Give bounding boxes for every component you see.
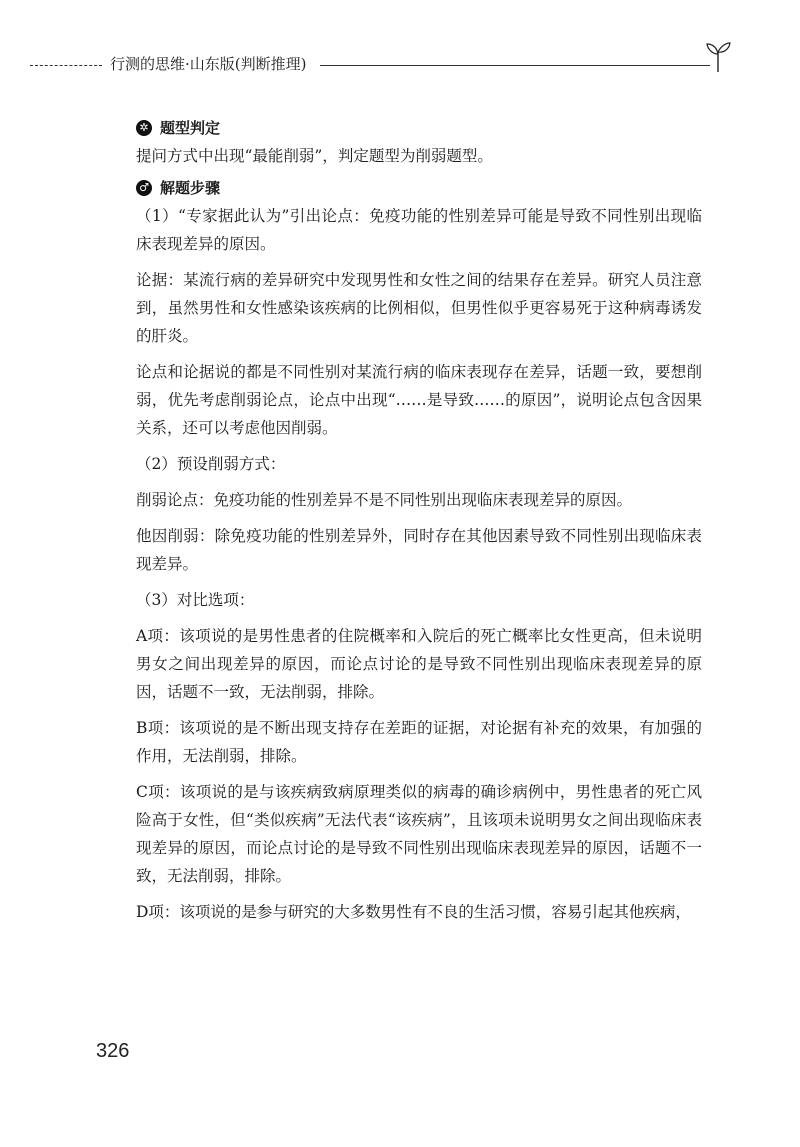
paragraph: 论据：某流行病的差异研究中发现男性和女性之间的结果存在差异。研究人员注意到，虽然男性和女性感染该疾病的比例相似，但男性似乎更容易死于这种病毒诱发的肝炎。 xyxy=(136,271,702,345)
section-heading-steps xyxy=(136,174,702,202)
section-heading-steps-label: 解题步骤 xyxy=(160,179,221,197)
page-number: 326 xyxy=(96,1040,130,1062)
gear-badge-icon: ✲ xyxy=(136,120,152,136)
paragraph: B项：该项说的是不断出现支持存在差距的证据，对论据有补充的效果，有加强的作用，无法削弱，排除。 xyxy=(136,719,702,765)
type-judgement-text: 提问方式中出现“最能削弱”，判定题型为削弱题型。 xyxy=(136,147,493,165)
paragraph: 他因削弱：除免疫功能的性别差异外，同时存在其他因素导致不同性别出现临床表现差异。 xyxy=(136,527,702,573)
paragraph: A项：该项说的是男性患者的住院概率和入院后的死亡概率比女性更高，但未说明男女之间出现差异的原因，而论点讨论的是导致不同性别出现临床表现差异的原因，话题不一致，无法削弱，排除。 xyxy=(136,627,702,701)
section-heading-type-label: 题型判定 xyxy=(160,119,221,137)
paragraph: C项：该项说的是与该疾病致病原理类似的病毒的确诊病例中，男性患者的死亡风险高于女性，但“类似疾病”无法代表“该疾病”，且该项未说明男女之间出现临床表现差异的原因，而论点讨论的是导致不同性别出现临床表现差异的原因，话题不一致，无法削弱，排除。 xyxy=(136,783,702,885)
paragraph: 论点和论据说的都是不同性别对某流行病的临床表现存在差异，话题一致，要想削弱，优先考虑削弱论点，论点中出现“……是导致……的原因”，说明论点包含因果关系，还可以考虑他因削弱。 xyxy=(136,363,702,437)
paragraph: 削弱论点：免疫功能的性别差异不是不同性别出现临床表现差异的原因。 xyxy=(136,491,633,509)
paragraph: D项：该项说的是参与研究的大多数男性有不良的生活习惯，容易引起其他疾病， xyxy=(136,903,691,921)
header-dashed-rule xyxy=(30,65,102,66)
male-symbol-badge-icon: ♂ xyxy=(136,180,152,196)
header-title: 行测的思维·山东版(判断推理) xyxy=(110,55,307,73)
page-body xyxy=(136,112,702,934)
running-header xyxy=(30,50,720,80)
header-rule xyxy=(320,65,710,66)
sprout-icon xyxy=(705,38,731,74)
paragraph: （2）预设削弱方式： xyxy=(136,455,286,473)
paragraph: （3）对比选项： xyxy=(136,591,255,609)
paragraph: （1）“专家据此认为”引出论点：免疫功能的性别差异可能是导致不同性别出现临床表现差异的原因。 xyxy=(136,207,702,253)
section-heading-type xyxy=(136,114,702,142)
